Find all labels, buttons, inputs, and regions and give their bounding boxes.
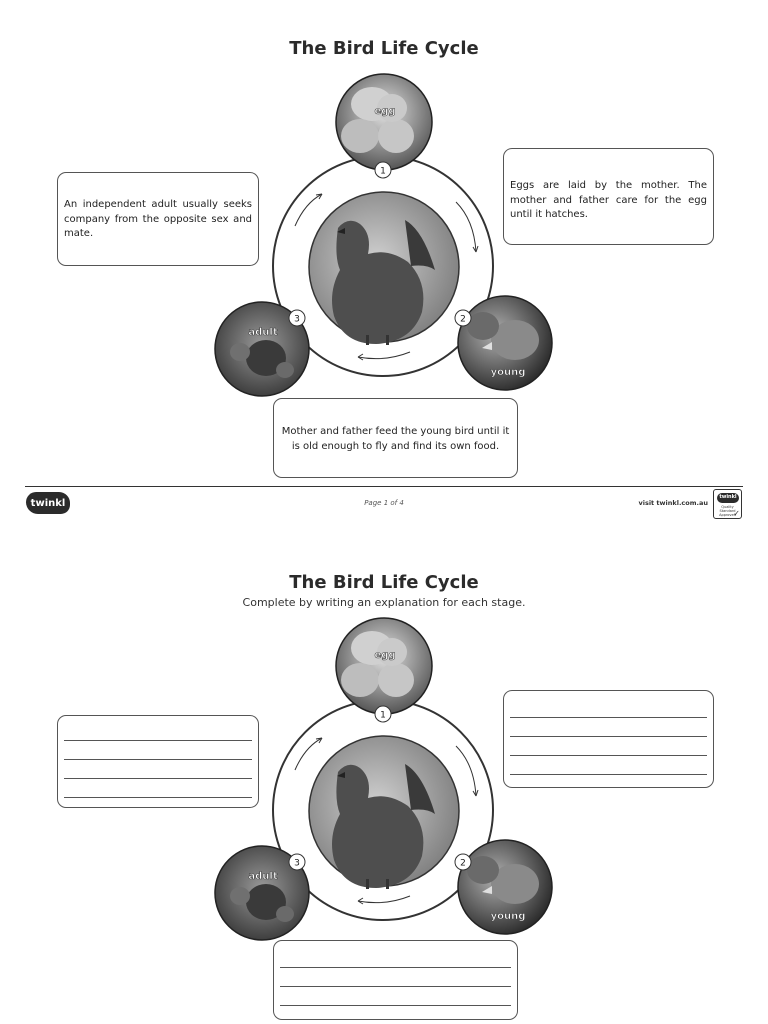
writing-line[interactable]	[280, 1005, 511, 1006]
arrow-young-to-adult	[358, 352, 410, 359]
writing-line[interactable]	[280, 967, 511, 968]
life-cycle-diagram-2	[0, 614, 768, 944]
page-1-title: The Bird Life Cycle	[289, 38, 479, 59]
writing-line[interactable]	[280, 986, 511, 987]
arrow-adult-to-egg	[295, 738, 322, 770]
egg-stage-label: egg	[374, 106, 396, 117]
page-2-title: The Bird Life Cycle	[289, 572, 479, 593]
life-cycle-diagram-1	[0, 70, 768, 470]
hen-photo	[309, 192, 459, 345]
page-2-subtitle: Complete by writing an explanation for each stage.	[242, 596, 526, 609]
check-icon: ✓	[733, 509, 740, 518]
arrow-egg-to-young	[456, 746, 476, 796]
adult-stage-number: 3	[294, 314, 300, 325]
quality-badge	[713, 489, 742, 519]
egg-stage-number: 1	[380, 710, 386, 721]
egg-stage-photo	[336, 74, 432, 170]
arrow-egg-to-young	[456, 202, 476, 252]
young-stage-number: 2	[460, 314, 466, 325]
arrow-adult-to-egg	[295, 194, 322, 226]
footer-divider	[25, 486, 743, 487]
young-stage-label: young	[490, 367, 526, 378]
visit-link[interactable]: visit twinkl.com.au	[638, 499, 708, 507]
adult-stage-label: adult	[248, 327, 278, 338]
hen-photo	[309, 736, 459, 889]
adult-stage-number: 3	[294, 858, 300, 869]
page-number: Page 1 of 4	[364, 499, 404, 507]
egg-description-text: Eggs are laid by the mother. The mother and father care for the egg until it hatches.	[510, 180, 707, 220]
badge-text: Quality Standard Approved	[719, 505, 736, 518]
twinkl-logo: twinkl	[26, 492, 70, 514]
egg-stage-label: egg	[374, 650, 396, 661]
adult-description-text: An independent adult usually seeks company from the opposite sex and mate.	[64, 199, 252, 239]
badge-logo-text: twinkl	[719, 494, 737, 500]
young-stage-number: 2	[460, 858, 466, 869]
egg-stage-photo	[336, 618, 432, 714]
young-stage-label: young	[490, 911, 526, 922]
adult-stage-label: adult	[248, 871, 278, 882]
egg-stage-number: 1	[380, 166, 386, 177]
arrow-young-to-adult	[358, 896, 410, 903]
young-writing-box	[273, 940, 518, 1020]
young-description-text: Mother and father feed the young bird until it is old enough to fly and find its own food.	[281, 426, 510, 452]
